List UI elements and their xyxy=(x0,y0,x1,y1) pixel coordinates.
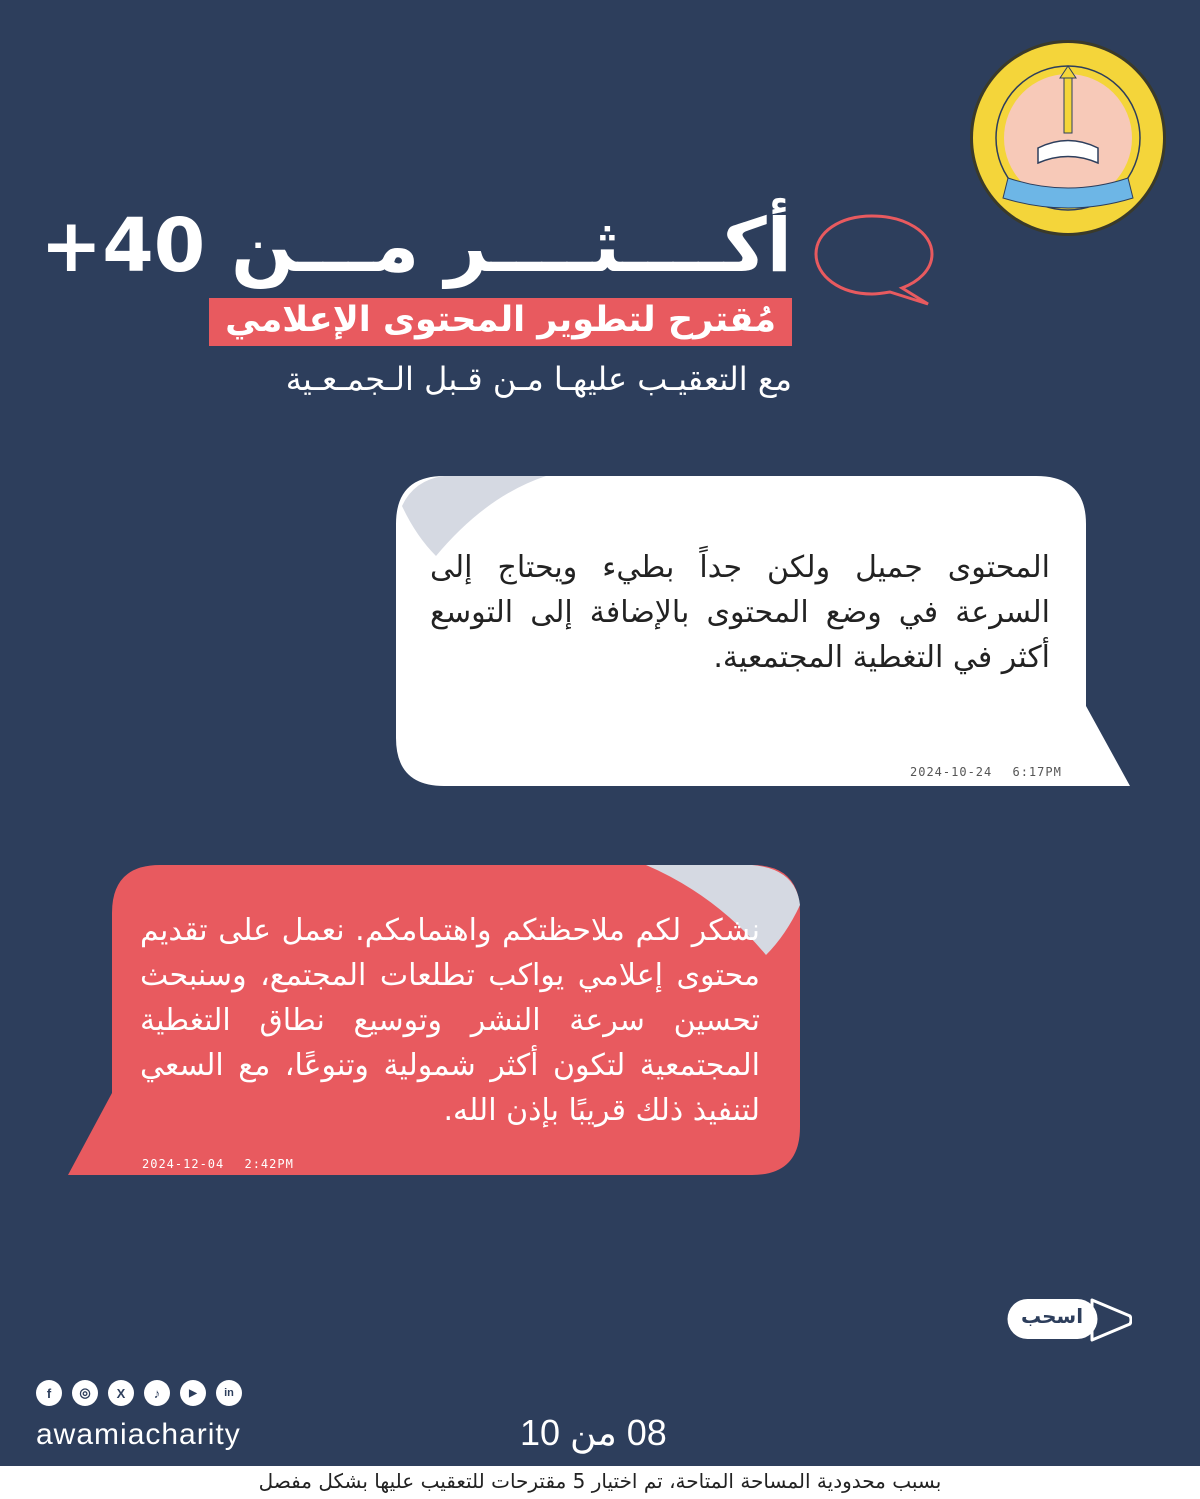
awami-charity-seal-logo xyxy=(968,38,1168,238)
subline: مع التعقيـب عليهـا مـن قـبل الـجمـعـية xyxy=(285,360,792,398)
incoming-message-timestamp xyxy=(910,765,1074,779)
reply-message-date: 2024-12-04 xyxy=(142,1157,225,1171)
footer-note: بسبب محدودية المساحة المتاحة، تم اختيار 5 مقترحات للتعقيب عليها بشكل مفصل xyxy=(0,1466,1200,1499)
x-icon[interactable]: X xyxy=(108,1380,134,1406)
youtube-icon[interactable]: ▶ xyxy=(180,1380,206,1406)
swipe-label: اسحب xyxy=(1020,1304,1084,1328)
linkedin-icon[interactable]: in xyxy=(216,1380,242,1406)
instagram-icon[interactable]: ◎ xyxy=(72,1380,98,1406)
swipe-button[interactable] xyxy=(1006,1296,1132,1344)
incoming-message-text: المحتوى جميل ولكن جداً بطيء ويحتاج إلى السرعة في وضع المحتوى بالإضافة إلى التوسع أكثر في التغطية المجتمعية. xyxy=(430,550,1050,675)
highlight-banner: مُقترح لتطوير المحتوى الإعلامي xyxy=(209,298,792,346)
reply-message-timestamp xyxy=(142,1157,306,1171)
reply-message-time: 2:42PM xyxy=(244,1157,294,1171)
headline: أكــــثــــر مـــن 40+ xyxy=(40,203,792,289)
header-speech-bubble-icon xyxy=(810,210,940,310)
social-links xyxy=(36,1380,242,1406)
tiktok-icon[interactable]: ♪ xyxy=(144,1380,170,1406)
reply-message-text: نشكر لكم ملاحظتكم واهتمامكم. نعمل على تقديم محتوى إعلامي يواكب تطلعات المجتمع، وسنبحث تحسين سرعة النشر وتوسيع نطاق التغطية المجتمعية لتكون أكثر شمولية وتنوعًا، مع السعي لتنفيذ ذلك قريبًا بإذن الله. xyxy=(140,913,760,1128)
incoming-message-time: 6:17PM xyxy=(1012,765,1062,779)
page-counter: 08 من 10 xyxy=(520,1412,667,1453)
facebook-icon[interactable]: f xyxy=(36,1380,62,1406)
incoming-message-date: 2024-10-24 xyxy=(910,765,993,779)
social-handle[interactable]: awamiacharity xyxy=(36,1418,241,1451)
